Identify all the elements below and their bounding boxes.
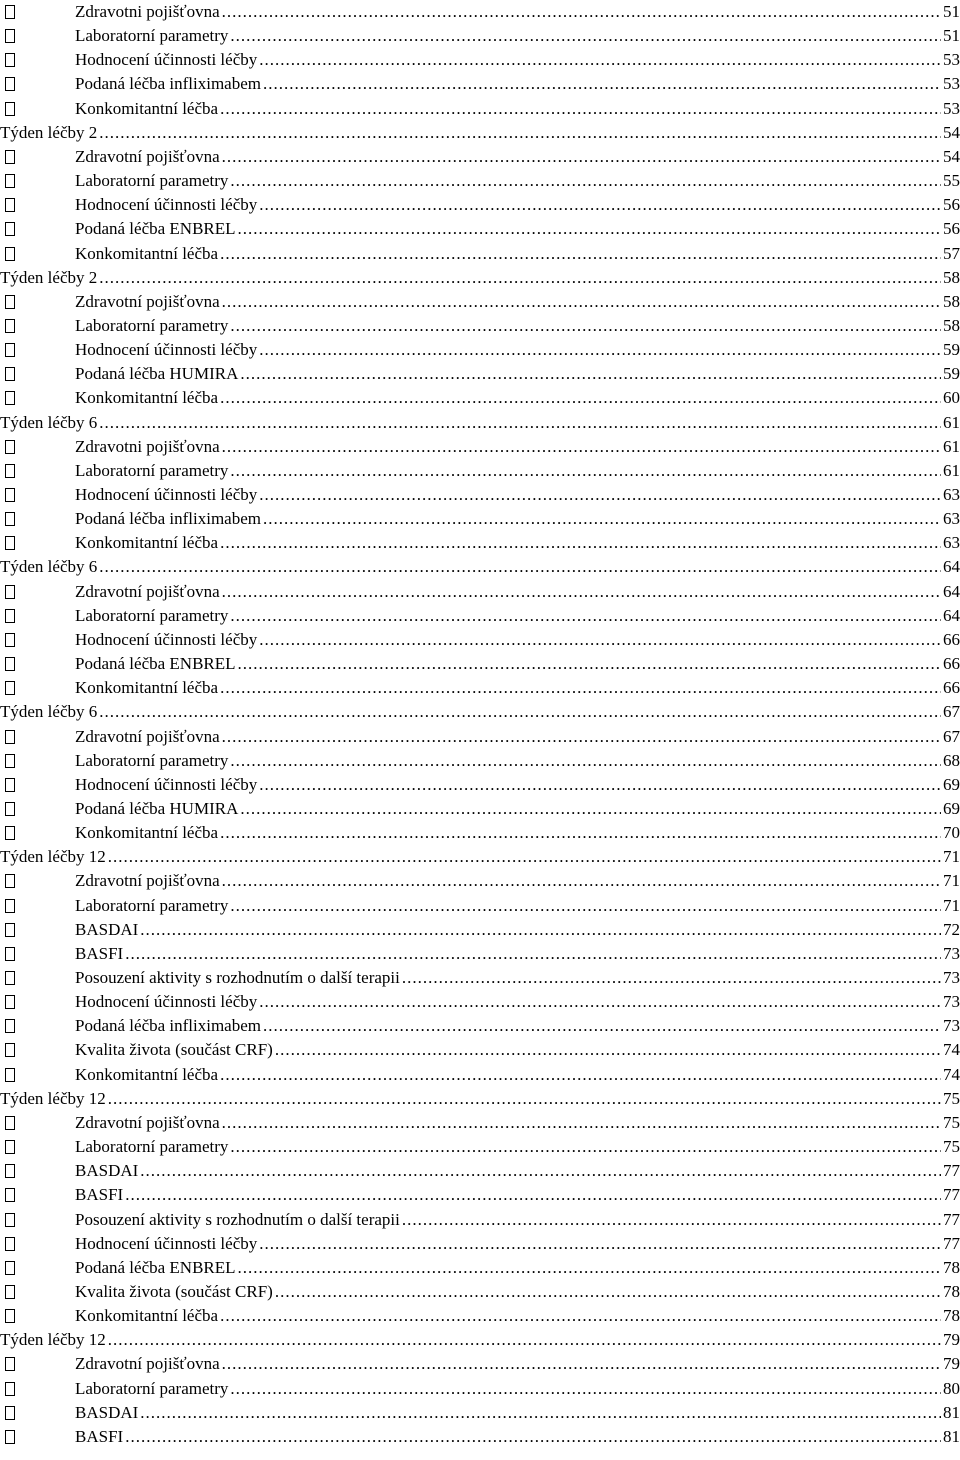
toc-section-entry[interactable]	[0, 1328, 960, 1352]
bullet-box-icon	[5, 1043, 15, 1057]
toc-subsection-entry[interactable]	[0, 652, 960, 676]
toc-entry-title: Laboratorní parametry	[75, 315, 229, 335]
bullet-box-icon	[5, 536, 15, 550]
toc-subsection-entry[interactable]	[0, 966, 960, 990]
bullet-box-icon	[5, 29, 15, 43]
dot-leader	[238, 1256, 941, 1280]
bullet-box-icon	[5, 730, 15, 744]
toc-subsection-entry[interactable]	[0, 1159, 960, 1183]
toc-entry-page-number: 53	[943, 98, 960, 118]
dot-leader	[263, 72, 941, 96]
dot-leader	[99, 555, 941, 579]
dot-leader	[222, 290, 941, 314]
toc-entry-title: Kvalita života (součást CRF)	[75, 1281, 273, 1301]
dot-leader	[275, 1280, 941, 1304]
toc-entry-title: Laboratorní parametry	[75, 605, 229, 625]
dot-leader	[140, 918, 941, 942]
toc-subsection-entry[interactable]	[0, 628, 960, 652]
toc-entry-title: Laboratorní parametry	[75, 1137, 229, 1157]
toc-subsection-entry[interactable]	[0, 1135, 960, 1159]
dot-leader	[220, 97, 941, 121]
toc-entry-page-number: 73	[943, 1016, 960, 1036]
toc-entry-title: Zdravotní pojišťovna	[75, 1354, 220, 1374]
toc-subsection-entry[interactable]	[0, 483, 960, 507]
bullet-box-icon	[5, 1406, 15, 1420]
dot-leader	[222, 580, 941, 604]
bullet-box-icon	[5, 1213, 15, 1227]
toc-entry-title: Týden léčby 12	[0, 1088, 106, 1108]
toc-entry-page-number: 53	[943, 50, 960, 70]
toc-entry-title: Týden léčby 12	[0, 847, 106, 867]
toc-entry-page-number: 75	[943, 1137, 960, 1157]
dot-leader	[108, 845, 941, 869]
toc-subsection-entry[interactable]	[0, 1063, 960, 1087]
bullet-box-icon	[5, 1285, 15, 1299]
toc-subsection-entry[interactable]	[0, 1352, 960, 1376]
toc-subsection-entry[interactable]	[0, 942, 960, 966]
toc-entry-page-number: 58	[943, 291, 960, 311]
toc-entry-page-number: 53	[943, 74, 960, 94]
toc-section-entry[interactable]	[0, 1087, 960, 1111]
toc-entry-title: Podaná léčba ENBREL	[75, 654, 236, 674]
dot-leader	[259, 193, 941, 217]
dot-leader	[259, 628, 941, 652]
dot-leader	[402, 966, 941, 990]
toc-entry-title: Laboratorní parametry	[75, 895, 229, 915]
toc-entry-title: Týden léčby 6	[0, 702, 98, 722]
toc-entry-title: Podaná léčba infliximabem	[75, 509, 261, 529]
bullet-box-icon	[5, 899, 15, 913]
toc-subsection-entry[interactable]	[0, 749, 960, 773]
toc-entry-page-number: 58	[943, 315, 960, 335]
bullet-box-icon	[5, 633, 15, 647]
bullet-box-icon	[5, 657, 15, 671]
bullet-box-icon	[5, 1382, 15, 1396]
dot-leader	[222, 869, 941, 893]
toc-entry-page-number: 61	[943, 412, 960, 432]
toc-entry-page-number: 77	[943, 1209, 960, 1229]
bullet-box-icon	[5, 609, 15, 623]
toc-entry-page-number: 55	[943, 171, 960, 191]
bullet-box-icon	[5, 971, 15, 985]
dot-leader	[99, 121, 941, 145]
toc-entry-title: Zdravotní pojišťovna	[75, 726, 220, 746]
toc-entry-title: Zdravotní pojišťovna	[75, 146, 220, 166]
toc-subsection-entry[interactable]	[0, 24, 960, 48]
bullet-box-icon	[5, 222, 15, 236]
toc-subsection-entry[interactable]	[0, 1208, 960, 1232]
toc-subsection-entry[interactable]	[0, 507, 960, 531]
toc-entry-page-number: 64	[943, 581, 960, 601]
dot-leader	[259, 990, 941, 1014]
toc-entry-page-number: 74	[943, 1040, 960, 1060]
toc-subsection-entry[interactable]	[0, 72, 960, 96]
dot-leader	[222, 725, 941, 749]
bullet-box-icon	[5, 1237, 15, 1251]
toc-entry-title: Konkomitantní léčba	[75, 1064, 219, 1084]
bullet-box-icon	[5, 778, 15, 792]
toc-entry-title: BASFI	[75, 1426, 124, 1446]
toc-subsection-entry[interactable]	[0, 531, 960, 555]
toc-entry-title: Laboratorní parametry	[75, 171, 229, 191]
bullet-box-icon	[5, 1068, 15, 1082]
dot-leader	[259, 48, 941, 72]
toc-entry-title: Týden léčby 2	[0, 122, 98, 142]
toc-entry-page-number: 68	[943, 750, 960, 770]
dot-leader	[230, 459, 941, 483]
toc-entry-title: Týden léčby 2	[0, 267, 98, 287]
toc-entry-page-number: 56	[943, 195, 960, 215]
bullet-box-icon	[5, 174, 15, 188]
dot-leader	[140, 1401, 941, 1425]
bullet-box-icon	[5, 947, 15, 961]
bullet-box-icon	[5, 53, 15, 67]
toc-entry-title: Podaná léčba ENBREL	[75, 219, 236, 239]
toc-entry-page-number: 70	[943, 823, 960, 843]
bullet-box-icon	[5, 1309, 15, 1323]
toc-entry-title: Podaná léčba ENBREL	[75, 1257, 236, 1277]
toc-subsection-entry[interactable]	[0, 1232, 960, 1256]
toc-subsection-entry[interactable]	[0, 894, 960, 918]
bullet-box-icon	[5, 319, 15, 333]
toc-subsection-entry[interactable]	[0, 1401, 960, 1425]
bullet-box-icon	[5, 295, 15, 309]
dot-leader	[140, 1159, 941, 1183]
toc-entry-page-number: 67	[943, 702, 960, 722]
toc-entry-page-number: 81	[943, 1426, 960, 1446]
bullet-box-icon	[5, 1019, 15, 1033]
toc-entry-title: Hodnocení účinnosti léčby	[75, 50, 258, 70]
toc-subsection-entry[interactable]	[0, 242, 960, 266]
toc-entry-page-number: 57	[943, 243, 960, 263]
toc-section-entry[interactable]	[0, 555, 960, 579]
dot-leader	[222, 435, 941, 459]
toc-entry-page-number: 72	[943, 919, 960, 939]
toc-subsection-entry[interactable]	[0, 1377, 960, 1401]
bullet-box-icon	[5, 391, 15, 405]
dot-leader	[220, 676, 941, 700]
toc-subsection-entry[interactable]	[0, 0, 960, 24]
toc-entry-page-number: 63	[943, 485, 960, 504]
toc-entry-page-number: 71	[943, 847, 960, 867]
toc-subsection-entry[interactable]	[0, 314, 960, 338]
toc-entry-title: Hodnocení účinnosti léčby	[75, 1233, 258, 1253]
toc-subsection-entry[interactable]	[0, 386, 960, 410]
toc-entry-title: BASFI	[75, 1185, 124, 1205]
toc-entry-page-number: 64	[943, 557, 960, 577]
toc-subsection-entry[interactable]	[0, 821, 960, 845]
dot-leader	[240, 797, 941, 821]
bullet-box-icon	[5, 1357, 15, 1371]
toc-entry-title: Podaná léčba HUMIRA	[75, 798, 239, 818]
toc-entry-page-number: 60	[943, 388, 960, 408]
dot-leader	[220, 1063, 941, 1087]
bullet-box-icon	[5, 754, 15, 768]
toc-entry-page-number: 73	[943, 968, 960, 987]
toc-entry-title: Zdravotni pojišťovna	[75, 2, 220, 21]
toc-entry-title: BASDAI	[75, 1402, 139, 1422]
toc-subsection-entry[interactable]	[0, 193, 960, 217]
dot-leader	[125, 1183, 941, 1207]
bullet-box-icon	[5, 995, 15, 1009]
toc-entry-title: BASDAI	[75, 1161, 139, 1181]
dot-leader	[230, 749, 941, 773]
toc-entry-page-number: 78	[943, 1281, 960, 1301]
dot-leader	[230, 24, 941, 48]
toc-entry-page-number: 51	[943, 26, 960, 46]
toc-entry-title: Hodnocení účinnosti léčby	[75, 774, 258, 794]
toc-entry-title: Podaná léčba infliximabem	[75, 74, 261, 94]
toc-entry-page-number: 69	[943, 774, 960, 794]
toc-section-entry[interactable]	[0, 266, 960, 290]
toc-subsection-entry[interactable]	[0, 725, 960, 749]
dot-leader	[259, 1232, 941, 1256]
toc-subsection-entry[interactable]	[0, 918, 960, 942]
toc-subsection-entry[interactable]	[0, 97, 960, 121]
bullet-box-icon	[5, 488, 15, 502]
bullet-box-icon	[5, 681, 15, 695]
toc-subsection-entry[interactable]	[0, 676, 960, 700]
dot-leader	[220, 1304, 941, 1328]
toc-entry-page-number: 74	[943, 1064, 960, 1084]
dot-leader	[402, 1208, 941, 1232]
toc-subsection-entry[interactable]	[0, 48, 960, 72]
toc-subsection-entry[interactable]	[0, 1304, 960, 1328]
toc-entry-title: Podaná léčba HUMIRA	[75, 364, 239, 384]
dot-leader	[220, 242, 941, 266]
toc-subsection-entry[interactable]	[0, 990, 960, 1014]
dot-leader	[222, 0, 941, 24]
dot-leader	[230, 604, 941, 628]
bullet-box-icon	[5, 343, 15, 357]
dot-leader	[263, 1014, 941, 1038]
toc-entry-page-number: 77	[943, 1233, 960, 1253]
toc-entry-page-number: 66	[943, 629, 960, 649]
bullet-box-icon	[5, 1140, 15, 1154]
dot-leader	[99, 411, 941, 435]
dot-leader	[99, 700, 941, 724]
toc-entry-page-number: 54	[943, 122, 960, 142]
toc-subsection-entry[interactable]	[0, 869, 960, 893]
toc-entry-title: Konkomitantní léčba	[75, 533, 219, 553]
toc-subsection-entry[interactable]	[0, 1256, 960, 1280]
toc-subsection-entry[interactable]	[0, 1183, 960, 1207]
toc-entry-page-number: 81	[943, 1402, 960, 1422]
dot-leader	[220, 821, 941, 845]
toc-entry-title: Laboratorní parametry	[75, 750, 229, 770]
toc-entry-page-number: 63	[943, 533, 960, 553]
bullet-box-icon	[5, 77, 15, 91]
toc-entry-title: Zdravotní pojišťovna	[75, 291, 220, 311]
bullet-box-icon	[5, 512, 15, 526]
toc-subsection-entry[interactable]	[0, 1280, 960, 1304]
toc-subsection-entry[interactable]	[0, 290, 960, 314]
toc-entry-title: BASDAI	[75, 919, 139, 939]
dot-leader	[275, 1038, 941, 1062]
toc-subsection-entry[interactable]	[0, 459, 960, 483]
toc-entry-title: Hodnocení účinnosti léčby	[75, 340, 258, 360]
toc-entry-title: Posouzení aktivity s rozhodnutím o další terapii	[75, 968, 400, 987]
toc-entry-title: Laboratorní parametry	[75, 460, 229, 480]
toc-subsection-entry[interactable]	[0, 1038, 960, 1062]
bullet-box-icon	[5, 102, 15, 116]
toc-entry-title: Konkomitantní léčba	[75, 1306, 219, 1326]
toc-subsection-entry[interactable]	[0, 145, 960, 169]
bullet-box-icon	[5, 802, 15, 816]
toc-entry-page-number: 71	[943, 895, 960, 915]
toc-subsection-entry[interactable]	[0, 338, 960, 362]
dot-leader	[222, 145, 941, 169]
dot-leader	[125, 1425, 941, 1449]
toc-entry-page-number: 78	[943, 1257, 960, 1277]
toc-entry-page-number: 78	[943, 1306, 960, 1326]
toc-entry-title: Týden léčby 6	[0, 557, 98, 577]
toc-entry-title: Kvalita života (součást CRF)	[75, 1040, 273, 1060]
bullet-box-icon	[5, 1188, 15, 1202]
toc-entry-title: Konkomitantní léčba	[75, 678, 219, 698]
toc-entry-title: Zdravotní pojišťovna	[75, 1112, 220, 1132]
toc-entry-title: Laboratorní parametry	[75, 26, 229, 46]
bullet-box-icon	[5, 247, 15, 261]
dot-leader	[230, 1135, 941, 1159]
toc-subsection-entry[interactable]	[0, 1014, 960, 1038]
bullet-box-icon	[5, 1164, 15, 1178]
toc-entry-page-number: 59	[943, 340, 960, 360]
toc-entry-page-number: 75	[943, 1112, 960, 1132]
bullet-box-icon	[5, 5, 15, 19]
toc-entry-page-number: 59	[943, 364, 960, 384]
toc-entry-page-number: 54	[943, 146, 960, 166]
dot-leader	[125, 942, 941, 966]
bullet-box-icon	[5, 198, 15, 212]
dot-leader	[230, 894, 941, 918]
dot-leader	[240, 362, 941, 386]
toc-entry-title: Zdravotní pojišťovna	[75, 871, 220, 891]
bullet-box-icon	[5, 923, 15, 937]
toc-entry-page-number: 56	[943, 219, 960, 239]
toc-subsection-entry[interactable]	[0, 217, 960, 241]
toc-entry-title: Konkomitantní léčba	[75, 243, 219, 263]
toc-subsection-entry[interactable]	[0, 362, 960, 386]
toc-subsection-entry[interactable]	[0, 797, 960, 821]
bullet-box-icon	[5, 1430, 15, 1444]
bullet-box-icon	[5, 1261, 15, 1275]
toc-section-entry[interactable]	[0, 700, 960, 724]
toc-entry-title: Konkomitantní léčba	[75, 98, 219, 118]
dot-leader	[238, 217, 941, 241]
toc-entry-page-number: 77	[943, 1185, 960, 1205]
toc-section-entry[interactable]	[0, 121, 960, 145]
toc-entry-page-number: 64	[943, 605, 960, 625]
dot-leader	[263, 507, 941, 531]
bullet-box-icon	[5, 440, 15, 454]
dot-leader	[230, 169, 941, 193]
bullet-box-icon	[5, 874, 15, 888]
toc-entry-title: Hodnocení účinnosti léčby	[75, 195, 258, 215]
toc-entry-page-number: 67	[943, 726, 960, 746]
toc-entry-title: Zdravotni pojišťovna	[75, 436, 220, 456]
toc-entry-title: Konkomitantní léčba	[75, 823, 219, 843]
toc-entry-page-number: 79	[943, 1354, 960, 1374]
toc-entry-title: Hodnocení účinnosti léčby	[75, 485, 258, 504]
toc-entry-title: BASFI	[75, 943, 124, 963]
dot-leader	[238, 652, 941, 676]
dot-leader	[108, 1087, 941, 1111]
toc-entry-title: Hodnocení účinnosti léčby	[75, 629, 258, 649]
bullet-box-icon	[5, 1116, 15, 1130]
toc-section-entry[interactable]	[0, 845, 960, 869]
toc-subsection-entry[interactable]	[0, 604, 960, 628]
dot-leader	[99, 266, 941, 290]
toc-entry-page-number: 69	[943, 798, 960, 818]
toc-entry-page-number: 80	[943, 1378, 960, 1398]
toc-subsection-entry[interactable]	[0, 169, 960, 193]
dot-leader	[259, 338, 941, 362]
toc-entry-page-number: 51	[943, 2, 960, 21]
toc-entry-page-number: 73	[943, 992, 960, 1012]
toc-entry-page-number: 73	[943, 943, 960, 963]
toc-entry-page-number: 61	[943, 436, 960, 456]
dot-leader	[222, 1111, 941, 1135]
bullet-box-icon	[5, 585, 15, 599]
dot-leader	[230, 314, 941, 338]
dot-leader	[108, 1328, 941, 1352]
toc-entry-page-number: 61	[943, 460, 960, 480]
dot-leader	[259, 483, 941, 507]
toc-subsection-entry[interactable]	[0, 580, 960, 604]
dot-leader	[259, 773, 941, 797]
toc-entry-title: Konkomitantní léčba	[75, 388, 219, 408]
dot-leader	[230, 1377, 941, 1401]
toc-entry-page-number: 75	[943, 1088, 960, 1108]
toc-entry-title: Laboratorní parametry	[75, 1378, 229, 1398]
bullet-box-icon	[5, 367, 15, 381]
bullet-box-icon	[5, 464, 15, 478]
toc-subsection-entry[interactable]	[0, 773, 960, 797]
dot-leader	[220, 386, 941, 410]
toc-entry-page-number: 63	[943, 509, 960, 529]
toc-subsection-entry[interactable]	[0, 1425, 960, 1449]
toc-entry-title: Podaná léčba infliximabem	[75, 1016, 261, 1036]
dot-leader	[220, 531, 941, 555]
toc-entry-page-number: 66	[943, 654, 960, 674]
toc-entry-page-number: 79	[943, 1330, 960, 1350]
toc-entry-page-number: 58	[943, 267, 960, 287]
toc-entry-page-number: 66	[943, 678, 960, 698]
bullet-box-icon	[5, 826, 15, 840]
toc-entry-title: Týden léčby 6	[0, 412, 98, 432]
toc-entry-page-number: 71	[943, 871, 960, 891]
toc-entry-title: Posouzení aktivity s rozhodnutím o další terapii	[75, 1209, 400, 1229]
dot-leader	[222, 1352, 941, 1376]
toc-entry-title: Týden léčby 12	[0, 1330, 106, 1350]
toc-entry-page-number: 77	[943, 1161, 960, 1181]
bullet-box-icon	[5, 150, 15, 164]
toc-entry-title: Hodnocení účinnosti léčby	[75, 992, 258, 1012]
toc-entry-title: Zdravotní pojišťovna	[75, 581, 220, 601]
toc-subsection-entry[interactable]	[0, 1111, 960, 1135]
toc-section-entry[interactable]	[0, 411, 960, 435]
toc-subsection-entry[interactable]	[0, 435, 960, 459]
